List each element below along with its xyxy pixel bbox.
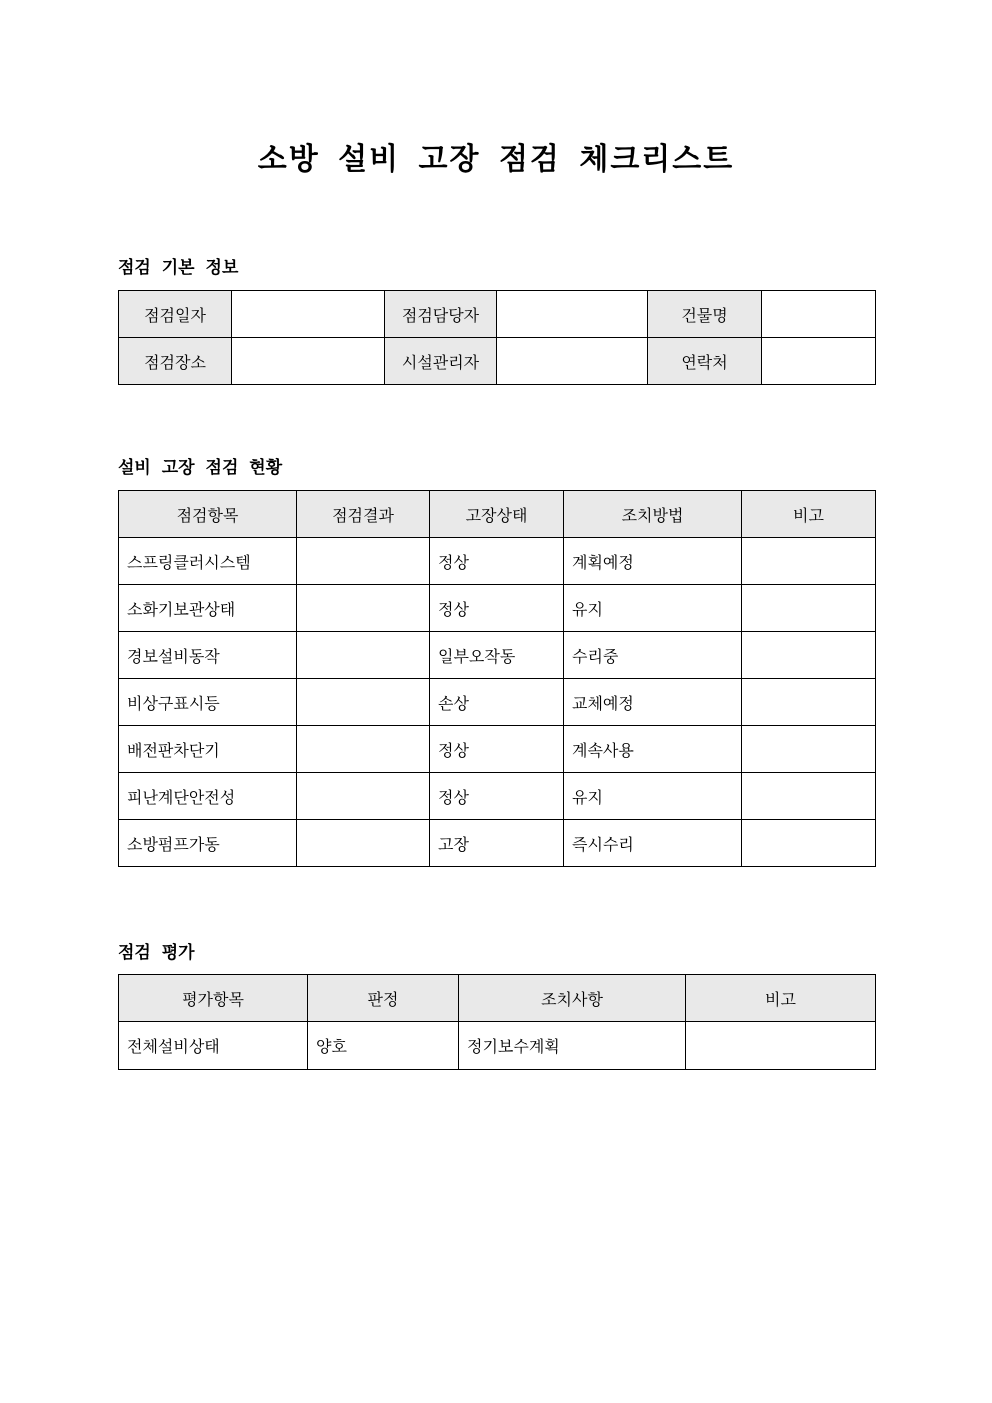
result-cell[interactable] [297, 773, 430, 820]
judgement-cell: 양호 [308, 1022, 459, 1070]
fault-status-cell: 정상 [430, 538, 564, 585]
result-cell[interactable] [297, 820, 430, 867]
table-header-row [119, 975, 876, 1022]
column-header: 점검결과 [297, 491, 430, 538]
table-row [119, 726, 876, 773]
fault-status-cell: 고장 [430, 820, 564, 867]
inspector-field[interactable] [497, 291, 648, 338]
basic-info-table [118, 290, 876, 385]
table-row [119, 291, 876, 338]
evaluation-item-cell: 전체설비상태 [119, 1022, 308, 1070]
label-contact: 연락처 [648, 338, 762, 385]
label-building-name: 건물명 [648, 291, 762, 338]
document-title: 소방 설비 고장 점검 체크리스트 [257, 142, 735, 177]
result-cell[interactable] [297, 585, 430, 632]
table-row [119, 679, 876, 726]
remarks-cell[interactable] [742, 632, 876, 679]
action-cell: 계속사용 [564, 726, 742, 773]
item-cell: 배전판차단기 [119, 726, 297, 773]
item-cell: 소방펌프가동 [119, 820, 297, 867]
column-header: 조치사항 [459, 975, 686, 1022]
result-cell[interactable] [297, 538, 430, 585]
column-header: 조치방법 [564, 491, 742, 538]
label-facility-manager: 시설관리자 [385, 338, 497, 385]
column-header: 판정 [308, 975, 459, 1022]
action-cell: 교체예정 [564, 679, 742, 726]
table-row [119, 773, 876, 820]
action-cell: 즉시수리 [564, 820, 742, 867]
facility-manager-field[interactable] [497, 338, 648, 385]
column-header: 비고 [742, 491, 876, 538]
table-row [119, 338, 876, 385]
table-row [119, 538, 876, 585]
section-title-evaluation: 점검 평가 [118, 943, 195, 963]
column-header: 고장상태 [430, 491, 564, 538]
column-header: 비고 [686, 975, 876, 1022]
result-cell[interactable] [297, 632, 430, 679]
column-header: 평가항목 [119, 975, 308, 1022]
section-title-status: 설비 고장 점검 현황 [118, 458, 283, 478]
item-cell: 소화기보관상태 [119, 585, 297, 632]
label-inspector: 점검담당자 [385, 291, 497, 338]
status-table [118, 490, 876, 867]
fault-status-cell: 일부오작동 [430, 632, 564, 679]
inspection-date-field[interactable] [232, 291, 385, 338]
remarks-cell[interactable] [742, 585, 876, 632]
remarks-cell[interactable] [742, 773, 876, 820]
remarks-cell[interactable] [742, 820, 876, 867]
remarks-cell[interactable] [742, 726, 876, 773]
action-cell: 계획예정 [564, 538, 742, 585]
remarks-cell[interactable] [742, 679, 876, 726]
result-cell[interactable] [297, 726, 430, 773]
table-row [119, 820, 876, 867]
result-cell[interactable] [297, 679, 430, 726]
remarks-cell[interactable] [742, 538, 876, 585]
table-header-row [119, 491, 876, 538]
table-row [119, 1022, 876, 1070]
column-header: 점검항목 [119, 491, 297, 538]
label-inspection-location: 점검장소 [119, 338, 232, 385]
item-cell: 피난계단안전성 [119, 773, 297, 820]
fault-status-cell: 정상 [430, 773, 564, 820]
item-cell: 스프링클러시스템 [119, 538, 297, 585]
label-inspection-date: 점검일자 [119, 291, 232, 338]
action-cell: 유지 [564, 773, 742, 820]
evaluation-table [118, 974, 876, 1070]
action-cell: 수리중 [564, 632, 742, 679]
table-row [119, 632, 876, 679]
inspection-location-field[interactable] [232, 338, 385, 385]
contact-field[interactable] [762, 338, 876, 385]
remarks-cell[interactable] [686, 1022, 876, 1070]
section-title-basic-info: 점검 기본 정보 [118, 258, 239, 278]
item-cell: 경보설비동작 [119, 632, 297, 679]
fault-status-cell: 정상 [430, 585, 564, 632]
action-items-cell: 정기보수계획 [459, 1022, 686, 1070]
table-row [119, 585, 876, 632]
building-name-field[interactable] [762, 291, 876, 338]
action-cell: 유지 [564, 585, 742, 632]
item-cell: 비상구표시등 [119, 679, 297, 726]
fault-status-cell: 정상 [430, 726, 564, 773]
fault-status-cell: 손상 [430, 679, 564, 726]
